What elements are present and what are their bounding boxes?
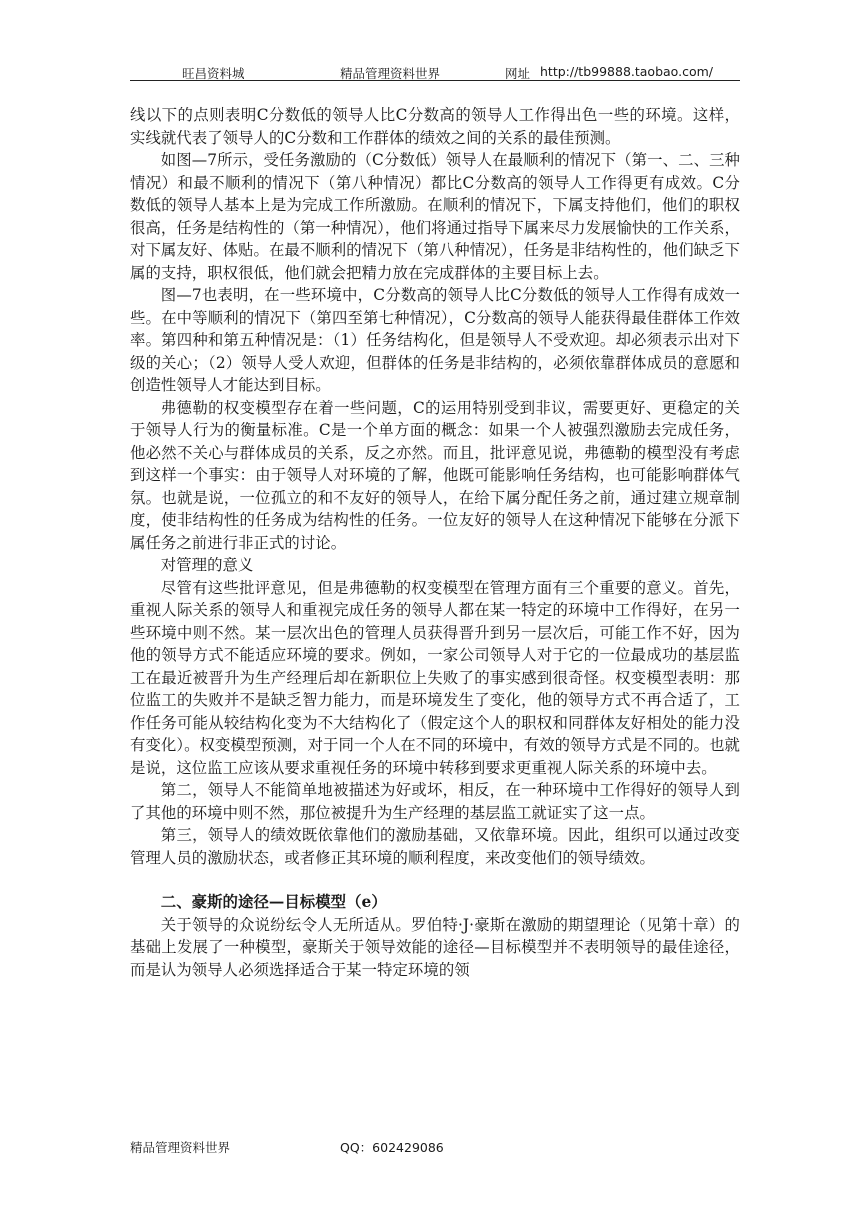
paragraph-4: 弗德勒的权变模型存在着一些问题，C的运用特别受到非议，需要更好、更稳定的关于领导人行为的衡量标准。C是一个单方面的概念：如果一个人被强烈激励去完成任务，他必然不关心与群体成员的关系，反之亦然。而且，批评意见说，弗德勒的模型没有考虑到这样一个事实：由于领导人对环境的了解，他既可能影响任务结构，也可能影响群体气氛。也就是说，一位孤立的和不友好的领导人，在给下属分配任务之前，通过建立规章制度，使非结构性的任务成为结构性的任务。一位友好的领导人在这种情况下能够在分派下属任务之前进行非正式的讨论。 <box>130 398 740 552</box>
paragraph-6: 第二，领导人不能简单地被描述为好或坏，相反，在一种环境中工作得好的领导人到了其他的环境中则不然，那位被提升为生产经理的基层监工就证实了这一点。 <box>130 781 740 822</box>
paragraph-5: 尽管有这些批评意见，但是弗德勒的权变模型在管理方面有三个重要的意义。首先，重视人际关系的领导人和重视完成任务的领导人都在某一特定的环境中工作得好，在另一些环境中则不然。某一层次出色的管理人员获得晋升到另一层次后，可能工作不好，因为他的领导方式不能适应环境的要求。例如，一家公司领导人对于它的一位最成功的基层监工在最近被晋升为生产经理后却在新职位上失败了的事实感到很奇怪。权变模型表明：那位监工的失败并不是缺乏智力能力，而是环境发生了变化，他的领导方式不再合适了，工作任务可能从较结构化变为不大结构化了（假定这个人的职权和同群体友好相处的能力没有变化）。权变模型预测，对于同一个人在不同的环境中，有效的领导方式是不同的。也就是说，这位监工应该从要求重视任务的环境中转移到要求更重视人际关系的环境中去。 <box>130 578 740 777</box>
header-url-label: 网址 <box>505 66 531 81</box>
page-header <box>130 60 736 80</box>
header-url-link[interactable]: http://tb99888.taobao.com/ <box>540 64 713 79</box>
paragraph-8: 关于领导的众说纷纭令人无所适从。罗伯特·J·豪斯在激励的期望理论（见第十章）的基础上发展了一种模型，豪斯关于领导效能的途径—目标模型并不表明领导的最佳途径，而是认为领导人必须选择适合于某一特定环境的领 <box>130 915 740 979</box>
paragraph-3: 图—7也表明，在一些环境中，C分数高的领导人比C分数低的领导人工作得有成效一些。在中等顺利的情况下（第四至第七种情况），C分数高的领导人能获得最佳群体工作效率。第四种和第五种情况是：（1）任务结构化，但是领导人不受欢迎。却必须表示出对下级的关心；（2）领导人受人欢迎，但群体的任务是非结构的，必须依靠群体成员的意愿和创造性领导人才能达到目标。 <box>130 286 740 394</box>
paragraph-2: 如图—7所示，受任务激励的（C分数低）领导人在最顺利的情况下（第一、二、三种情况）和最不顺利的情况下（第八种情况）都比C分数高的领导人工作得更有成效。C分数低的领导人基本上是为完成工作所激励。在顺利的情况下，下属支持他们，他们的职权很高，任务是结构性的（第一种情况），他们将通过指导下属来尽力发展愉快的工作关系，对下属友好、体贴。在最不顺利的情况下（第八种情况），任务是非结构性的，他们缺乏下属的支持，职权很低，他们就会把精力放在完成群体的主要目标上去。 <box>130 151 740 282</box>
header-divider <box>130 80 740 81</box>
section-gap <box>130 869 740 891</box>
paragraph-7: 第三，领导人的绩效既依靠他们的激励基础，又依靠环境。因此，组织可以通过改变管理人员的激励状态，或者修正其环境的顺利程度，来改变他们的领导绩效。 <box>130 826 740 867</box>
header-world-name: 精品管理资料世界 <box>340 66 441 81</box>
paragraph-1: 线以下的点则表明C分数低的领导人比C分数高的领导人工作得出色一些的环境。这样，实线就代表了领导人的C分数和工作群体的绩效之间的关系的最佳预测。 <box>130 106 740 147</box>
header-site-name: 旺昌资料城 <box>182 66 245 81</box>
document-body <box>130 104 740 981</box>
section-heading: 二、豪斯的途径—目标模型（e） <box>160 893 387 911</box>
subheading-management: 对管理的意义 <box>160 556 254 574</box>
footer-qq: QQ：602429086 <box>340 1140 444 1155</box>
footer-world-name: 精品管理资料世界 <box>130 1140 231 1155</box>
page-footer <box>130 1138 740 1158</box>
